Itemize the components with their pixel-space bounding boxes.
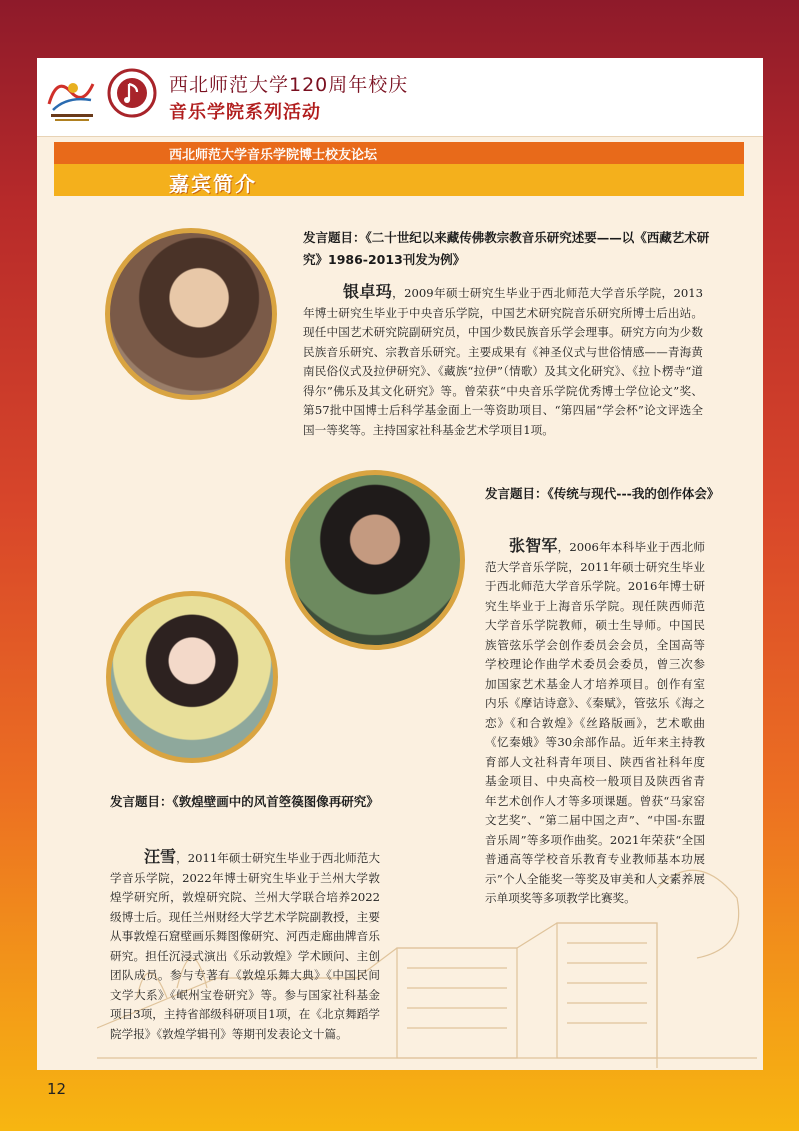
speaker-photo (106, 591, 278, 763)
speaker-photo (105, 228, 277, 400)
section-title-band (54, 164, 744, 196)
speaker-bio-text: ，2009年硕士研究生毕业于西北师范大学音乐学院，2013年博士研究生毕业于中央音乐学院，中国艺术研究院音乐研究所博士后出站。现任中国艺术研究院副研究员，中国少数民族音乐学会理事。研究方向为少数民族音乐研究、宗教音乐研究。主要成果有《神圣仪式与世俗情感——青海黄南民俗仪式及拉伊研究》、《藏族“拉伊”（情歌）及其文化研究》、《拉卜楞寺“道得尔”佛乐及其文化研究》等。曾荣获“中央音乐学院优秀博士学位论文”奖、第57批中国博士后科学基金面上一等资助项目、“第四届“学会杯”论文评选全国一等奖等。主持国家社科基金艺术学项目1项。 (303, 286, 703, 437)
header (37, 58, 763, 137)
page-panel (37, 58, 763, 1070)
anniversary-logo-icon (43, 70, 101, 126)
speaker-name: 银卓玛 (343, 282, 393, 301)
section-title: 嘉宾简介 (169, 172, 257, 196)
section-subtitle-band (54, 142, 744, 164)
section-subtitle: 西北师范大学音乐学院博士校友论坛 (169, 148, 378, 163)
header-title-line2: 音乐学院系列活动 (169, 102, 321, 123)
speaker-bio (110, 847, 380, 1044)
page-number: 12 (47, 1080, 67, 1098)
speaker-bio-text: ，2006年本科毕业于西北师范大学音乐学院，2011年硕士研究生毕业于西北师范大学音乐学院。2016年博士研究生毕业于上海音乐学院。现任陕西师范大学音乐学院教师，硕士生导师。中国民族管弦乐学会创作委员会会员，全国高等学校理论作曲学术委员会委员，曾三次参加国家艺术基金人才培养项目。创作有室内乐《摩诘诗意》、《秦赋》，管弦乐《海之恋》《和合敦煌》《丝路版画》，艺术歌曲《忆秦娥》等30余部作品。近年来主持教育部人文社科青年项目、陕西省社科年度基金项目、中央高校一般项目及陕西省青年艺术创作人才等多项课题。曾获“马家窑文艺奖”、“第二届中国之声”、“中国-东盟音乐周”等多项作曲奖。2021年荣获“全国普通高等学校音乐教育专业教师基本功展示”个人全能奖一等奖及审美和人文素养展示单项奖等多项教学比赛奖。 (485, 540, 705, 905)
speaker-topic: 发言题目：《传统与现代---我的创作体会》 (485, 486, 720, 501)
header-title-line1: 西北师范大学120周年校庆 (169, 74, 409, 96)
speaker-photo (285, 470, 465, 650)
speaker-topic: 发言题目：《二十世纪以来藏传佛教宗教音乐研究述要——以《西藏艺术研究》1986-2013刊发为例》 (303, 230, 710, 267)
speaker-name: 汪雪 (144, 847, 177, 866)
speaker-bio (485, 536, 705, 909)
speaker-bio-text: ，2011年硕士研究生毕业于西北师范大学音乐学院，2022年博士研究生毕业于兰州大学敦煌学研究所，敦煌研究院、兰州大学联合培养2022级博士后。现任兰州财经大学艺术学院副教授，主要从事敦煌石窟壁画乐舞图像研究、河西走廊曲牌音乐研究。担任沉浸式演出《乐动敦煌》学术顾问、主创团队成员。参与专著有《敦煌乐舞大典》《中国民间文学大系》《岷州宝卷研究》等。参与国家社科基金项目3项，主持省部级科研项目1项，在《北京舞蹈学院学报》《敦煌学辑刊》等期刊发表论文十篇。 (110, 851, 380, 1041)
speaker-topic: 发言题目：《敦煌壁画中的风首箜篌图像再研究》 (110, 794, 379, 809)
music-college-seal-icon (107, 68, 157, 118)
speaker-bio (303, 282, 703, 440)
speaker-name: 张智军 (509, 536, 558, 555)
